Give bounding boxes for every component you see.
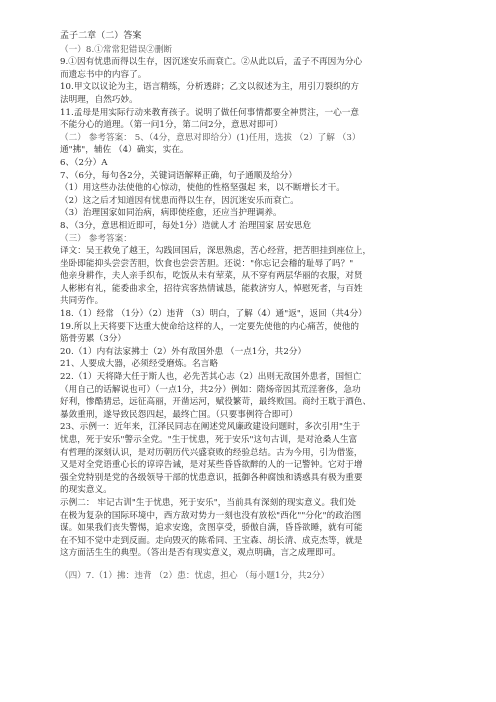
answer-line: 22.（1）天将降大任于斯人也，必先苦其心志（2）出则无敌国外患者，国恒亡 xyxy=(60,372,362,383)
translation-line: 他亲身耕作，夫人亲手织布，吃饭从未有荤菜，从不穿有两层华丽的衣服，对贤 xyxy=(60,271,363,282)
document-title: 孟子二章（二）答案 xyxy=(60,31,142,41)
answer-line: 20.（1）内有法家拂士（2）外有敌国外患 （一点1分，共2分） xyxy=(60,346,307,357)
translation-line: 坐卧即能抑头尝尝苦胆，饮食也尝尝苦胆。还说："你忘记会稽的耻辱了吗？" xyxy=(60,258,354,269)
translation-line: 人彬彬有礼，能委曲求全，招待宾客热情诚恳，能救济穷人，悼慰死者，与百姓 xyxy=(60,283,363,294)
translation-line: 译文：吴王救免了越王，勾践回国后，深思熟虑，苦心经营，把苦胆挂到座位上， xyxy=(60,246,372,257)
section-two-heading: （二） 参考答案： 5、（4分，意思对即给分）(1)任用，选拔 （2）了解 （3） xyxy=(60,132,361,143)
answer-line: 8、（3分，意思相近即可，每处1分）造就人才 治理国家 居安思危 xyxy=(60,220,312,231)
example-line: 在极为复杂的国际环境中，西方敌对势力一刻也没有放松"西化""分化"的政治图 xyxy=(60,510,362,521)
answer-line: 好利，惨酷猜忌，远征高丽，开凿运河，赋役繁苛，最终败国。商纣王耽于酒色、 xyxy=(60,397,372,408)
section-three-heading: （三） 参考答案： xyxy=(60,233,132,244)
answer-line: 7、（6分，每句各2分，关键词语解释正确，句子通顺及给分） xyxy=(60,170,297,181)
example-line: 示例二： 牢记古训"生于忧患，死于安乐"，当前具有深刻的现实意义。我们处 xyxy=(60,497,357,508)
example-line: 有哲理的深刻认识，是对历朝历代兴盛衰败的经验总结。古为今用，引为借鉴， xyxy=(60,447,363,458)
section-one-heading: （一）8.①常常犯错误②删断 xyxy=(60,44,173,55)
example-line: 的现实意义。 xyxy=(60,485,112,496)
example-line: 这方面活生生的典型。（答出是否有现实意义，观点明确，言之成理即可。 xyxy=(60,548,341,559)
answer-line: 暴敛重刑，遂导致民怨四起，最终亡国。（只要事例符合即可） xyxy=(60,409,298,420)
example-line: 又是对全党语重心长的谆谆告诫，是对某些昏昏欲醉的人的一记警钟。它对于增 xyxy=(60,460,363,471)
example-line: 强全党特别是党的各级领导干部的忧患意识，抵御各种腐蚀和诱惑具有极为重要 xyxy=(60,472,363,483)
example-line: 在不知不觉中走到反面。走向毁灭的陈希同、王宝森、胡长清、成克杰等，就是 xyxy=(60,535,363,546)
answer-line: 不能分心的道理。（第一问1分，第二问2分，意思对即可） xyxy=(60,120,283,131)
answer-line: （2）这之后才知道因有忧患而得以生存，因沉迷安乐而衰亡。 xyxy=(60,195,299,206)
example-line: 23、示例一：近年来，江泽民同志在阐述党风廉政建设问题时，多次引用"生于 xyxy=(60,422,361,433)
answer-line: （3）治理国家如同治病，病即使痊愈，还应当护理调养。 xyxy=(60,208,282,219)
answer-line: 而遗忘书中的内容了。 xyxy=(60,69,147,80)
answer-line: （用自己的话解说也可）（一点1分，共2分）例如：隋炀帝因其荒淫奢侈，急功 xyxy=(60,384,361,395)
translation-line: 共同劳作。 xyxy=(60,296,104,307)
answer-line: 通"拂"，辅佐 （4）确实，实在。 xyxy=(60,145,189,156)
answer-line: 21、人要成大器，必须经受磨炼。名言略 xyxy=(60,359,218,370)
answer-line: 筋骨劳累（3分） xyxy=(60,334,127,345)
answer-line: 18.（1）经常 （1分）（2）违背 （3）明白，了解（4）通"返"，返回（共4分） xyxy=(60,309,367,320)
answer-line: 19.所以上天将要下达重大使命给这样的人，一定要先使他的内心痛苦，使他的 xyxy=(60,321,360,332)
answer-line: （1）用这些办法使他的心惊动，使他的性格坚强起 来，以不断增长才干。 xyxy=(60,183,345,194)
answer-line: 9.①因有忧患而得以生存，因沉迷安乐而衰亡。②从此以后，孟子不再因为分心 xyxy=(60,57,363,68)
answer-line: 11.孟母是用实际行动来教育孩子。说明了做任何事情都要全神贯注，一心一意 xyxy=(60,107,360,118)
section-four-heading: （四）7.（1）拂：违背 （2）患：忧虑，担心 （每小题1分，共2分） xyxy=(60,570,330,581)
example-line: 谋。如果我们丧失警惕，追求安逸，贪图享受，骄傲自满，昏昏欲睡，就有可能 xyxy=(60,523,363,534)
answer-line: 10.甲文以议论为主，语言精练，分析透辟；乙文以叙述为主，用引刀裂织的方 xyxy=(60,82,360,93)
answer-line: 法明理，自然巧妙。 xyxy=(60,94,138,105)
answer-line: 6、（2分）A xyxy=(60,157,108,168)
example-line: 忧患，死于安乐"警示全党。"生于忧患，死于安乐"这句古训，是对沧桑人生富 xyxy=(60,435,358,445)
spacer xyxy=(60,560,438,570)
